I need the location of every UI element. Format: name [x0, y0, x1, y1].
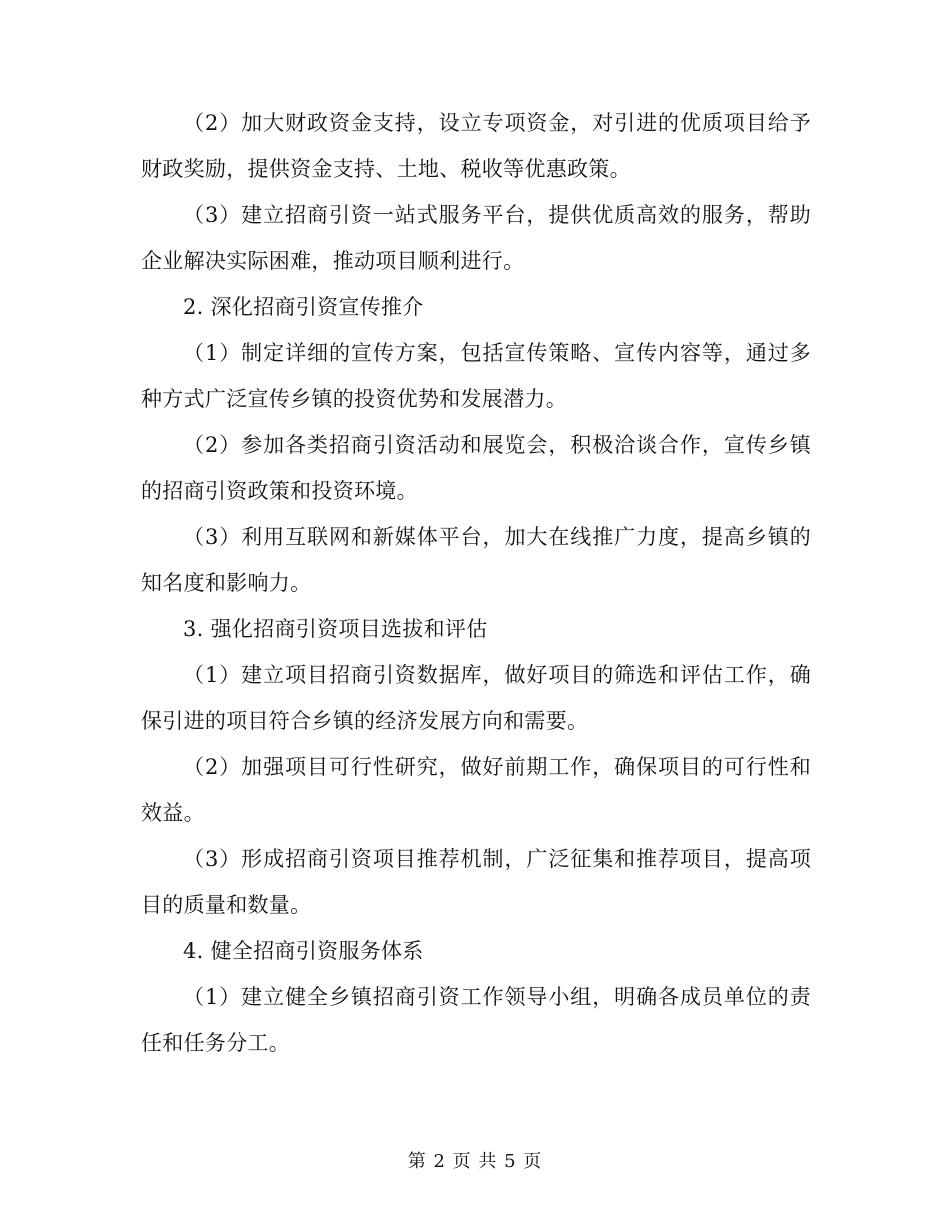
- section-heading: 4. 健全招商引资服务体系: [183, 939, 424, 963]
- paragraph: （1）制定详细的宣传方案，包括宣传策略、宣传内容等，通过多种方式广泛宣传乡镇的投资优势和发展潜力。: [141, 341, 811, 411]
- paragraph: （2）参加各类招商引资活动和展览会，积极洽谈合作，宣传乡镇的招商引资政策和投资环境。: [141, 433, 811, 503]
- document-body: [141, 100, 811, 1066]
- paragraph: （1）建立健全乡镇招商引资工作领导小组，明确各成员单位的责任和任务分工。: [141, 985, 811, 1055]
- paragraph: （3）利用互联网和新媒体平台，加大在线推广力度，提高乡镇的知名度和影响力。: [141, 525, 811, 595]
- paragraph: （1）建立项目招商引资数据库，做好项目的筛选和评估工作，确保引进的项目符合乡镇的经济发展方向和需要。: [141, 663, 811, 733]
- paragraph: （2）加大财政资金支持，设立专项资金，对引进的优质项目给予财政奖励，提供资金支持、土地、税收等优惠政策。: [141, 111, 811, 181]
- paragraph: （3）形成招商引资项目推荐机制，广泛征集和推荐项目，提高项目的质量和数量。: [141, 847, 811, 917]
- section-heading: 3. 强化招商引资项目选拔和评估: [183, 617, 488, 641]
- section-heading: 2. 深化招商引资宣传推介: [183, 295, 424, 319]
- paragraph: （3）建立招商引资一站式服务平台，提供优质高效的服务，帮助企业解决实际困难，推动项目顺利进行。: [141, 203, 811, 273]
- paragraph: （2）加强项目可行性研究，做好前期工作，确保项目的可行性和效益。: [141, 755, 811, 825]
- page-number-footer: 第 2 页 共 5 页: [407, 1151, 543, 1172]
